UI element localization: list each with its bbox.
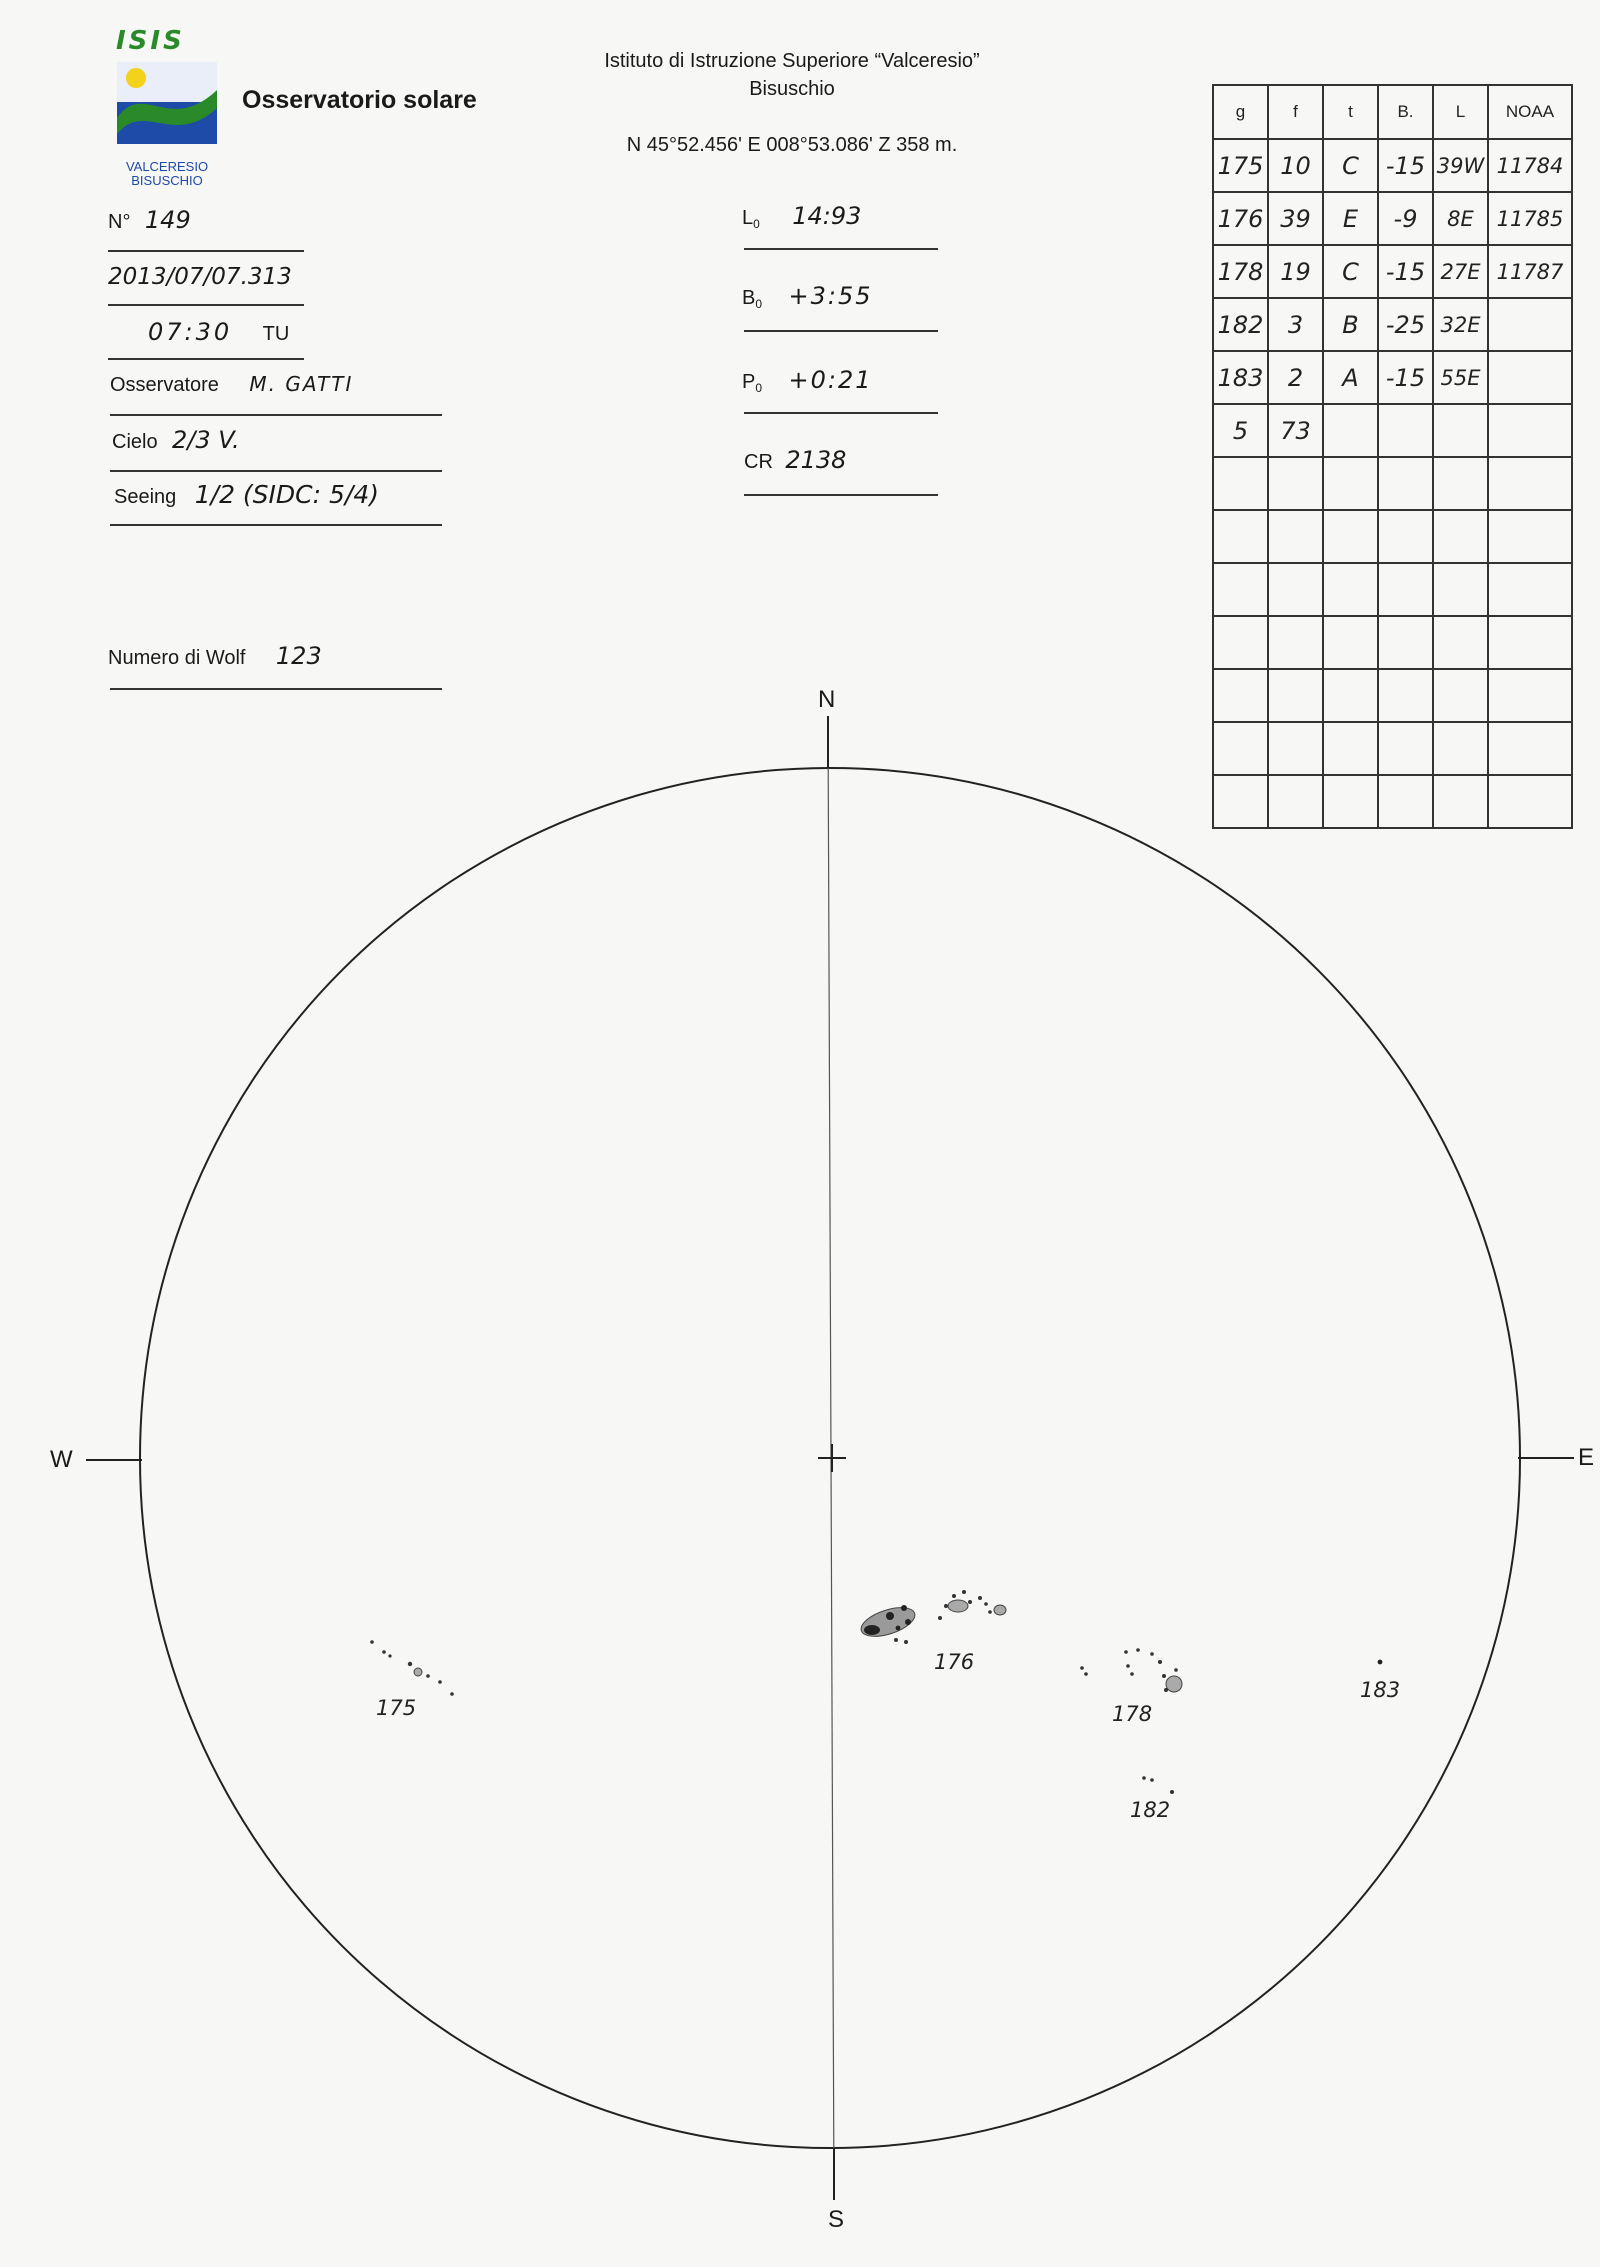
observer-label: Osservatore bbox=[110, 374, 219, 396]
B0-subscript: 0 bbox=[755, 297, 763, 312]
sunspot-group-178 bbox=[1080, 1648, 1182, 1692]
table-cell: 11785 bbox=[1488, 192, 1572, 245]
sky-label: Cielo bbox=[112, 431, 158, 453]
table-cell: 8E bbox=[1433, 192, 1488, 245]
table-cell: 11784 bbox=[1488, 139, 1572, 192]
town-name: Bisuschio bbox=[749, 78, 835, 100]
logo-caption-line1: VALCERESIO bbox=[125, 159, 209, 174]
table-cell: 39 bbox=[1268, 192, 1323, 245]
group-label-178: 178 bbox=[1112, 1702, 1153, 1726]
group-label-175: 175 bbox=[376, 1696, 417, 1720]
logo-caption-line2: BISUSCHIO bbox=[131, 173, 203, 188]
record-number-value: 149 bbox=[144, 206, 191, 234]
logo-text: ISIS bbox=[116, 26, 185, 56]
table-cell: 5 bbox=[1213, 404, 1268, 457]
L0-subscript: 0 bbox=[753, 217, 760, 232]
group-label-176: 176 bbox=[934, 1650, 975, 1674]
table-cell: 10 bbox=[1268, 139, 1323, 192]
table-cell: 3 bbox=[1268, 298, 1323, 351]
table-cell: E bbox=[1323, 192, 1378, 245]
seeing-value: 1/2 (SIDC: 5/4) bbox=[194, 480, 379, 509]
observer-value: M. GATTI bbox=[249, 372, 354, 396]
site-coordinates: N 45°52.456' E 008°53.086' Z 358 m. bbox=[626, 134, 958, 156]
table-cell: 19 bbox=[1268, 245, 1323, 298]
wolf-label: Numero di Wolf bbox=[108, 647, 246, 669]
table-cell: 11787 bbox=[1488, 245, 1572, 298]
wolf-value: 123 bbox=[275, 642, 322, 670]
table-cell: 27E bbox=[1433, 245, 1488, 298]
table-cell: 32E bbox=[1433, 298, 1488, 351]
table-cell: C bbox=[1323, 245, 1378, 298]
record-time-value: 07:30 bbox=[148, 318, 233, 346]
table-cell: 176 bbox=[1213, 192, 1268, 245]
sunspot-group-176 bbox=[858, 1590, 1006, 1644]
table-cell: C bbox=[1323, 139, 1378, 192]
table-cell: -15 bbox=[1378, 245, 1433, 298]
record-date: 2013/07/07.313 bbox=[108, 264, 292, 290]
group-label-182: 182 bbox=[1130, 1798, 1171, 1822]
CR-label: CR bbox=[744, 451, 773, 473]
table-header-t: t bbox=[1323, 85, 1378, 139]
P0-value: +0:21 bbox=[788, 366, 873, 394]
L0-label: L bbox=[742, 207, 754, 229]
table-cell: 73 bbox=[1268, 404, 1323, 457]
table-cell: A bbox=[1323, 351, 1378, 404]
table-cell: -15 bbox=[1378, 351, 1433, 404]
north-label: N bbox=[818, 686, 836, 713]
P0-subscript: 0 bbox=[755, 381, 763, 396]
B0-value: +3:55 bbox=[788, 282, 873, 310]
table-cell: 183 bbox=[1213, 351, 1268, 404]
table-cell: -9 bbox=[1378, 192, 1433, 245]
table-cell: 175 bbox=[1213, 139, 1268, 192]
record-time-unit: TU bbox=[262, 323, 290, 345]
sunspot-group-183 bbox=[1378, 1660, 1383, 1665]
record-number-label: N° bbox=[108, 211, 131, 233]
table-header-f: f bbox=[1268, 85, 1323, 139]
table-header-g: g bbox=[1213, 85, 1268, 139]
west-label: W bbox=[50, 1446, 73, 1473]
observatory-title: Osservatorio solare bbox=[242, 86, 477, 114]
table-cell: 182 bbox=[1213, 298, 1268, 351]
table-header-NOAA: NOAA bbox=[1488, 85, 1572, 139]
L0-value: 14:93 bbox=[792, 202, 862, 230]
sunspot-group-175 bbox=[370, 1640, 454, 1696]
table-cell: -15 bbox=[1378, 139, 1433, 192]
table-cell: 39W bbox=[1433, 139, 1488, 192]
table-header-B: B. bbox=[1378, 85, 1433, 139]
table-cell: -25 bbox=[1378, 298, 1433, 351]
CR-value: 2138 bbox=[785, 446, 847, 474]
east-label: E bbox=[1578, 1444, 1595, 1471]
table-header-L: L bbox=[1433, 85, 1488, 139]
B0-label: B bbox=[742, 287, 756, 309]
institute-name: Istituto di Istruzione Superiore “Valceresio” bbox=[604, 50, 980, 72]
south-label: S bbox=[828, 2206, 845, 2233]
seeing-label: Seeing bbox=[114, 486, 177, 508]
P0-label: P bbox=[742, 371, 756, 393]
table-cell: 2 bbox=[1268, 351, 1323, 404]
sky-value: 2/3 V. bbox=[172, 426, 240, 454]
group-label-183: 183 bbox=[1360, 1678, 1401, 1702]
table-cell: B bbox=[1323, 298, 1378, 351]
table-cell: 178 bbox=[1213, 245, 1268, 298]
table-cell: 55E bbox=[1433, 351, 1488, 404]
sunspot-group-182 bbox=[1142, 1776, 1174, 1794]
